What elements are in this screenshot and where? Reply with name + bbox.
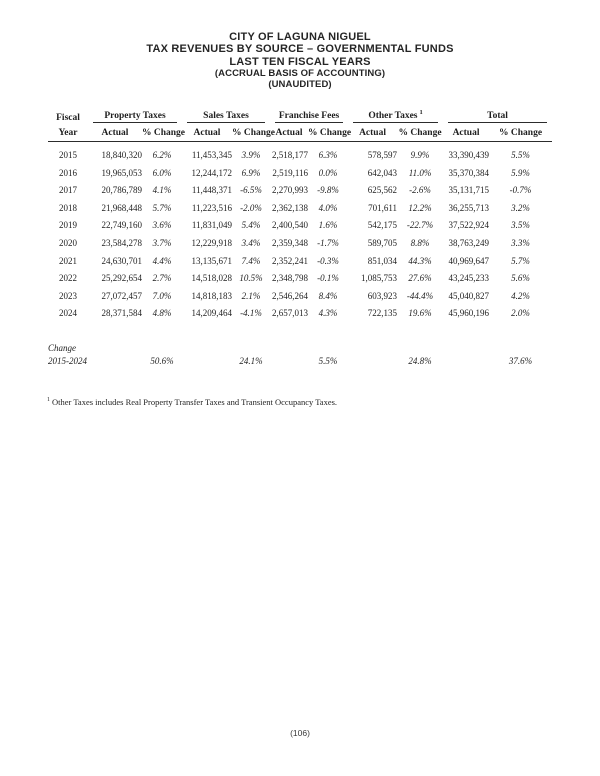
subheader-total-actual: Actual bbox=[443, 123, 489, 142]
header-property-taxes bbox=[88, 109, 182, 123]
cell-total-pct: 3.2% bbox=[511, 202, 530, 213]
cell-property-pct: 6.2% bbox=[152, 149, 172, 160]
cell-property-actual: 28,371,584 bbox=[101, 308, 142, 319]
cell-sales-actual: 14,518,028 bbox=[191, 273, 232, 284]
subheader-year: Year bbox=[48, 123, 88, 142]
cell-sales-pct: 3.4% bbox=[241, 237, 261, 248]
cell-property-actual: 23,584,278 bbox=[101, 237, 142, 248]
change-values-row bbox=[48, 353, 552, 369]
empty-cell bbox=[270, 353, 308, 369]
header-sales-taxes-label: Sales Taxes bbox=[203, 111, 249, 122]
cell-sales-actual: 12,229,918 bbox=[191, 237, 232, 248]
cell-franchise-actual: 2,348,798 bbox=[272, 273, 309, 284]
subheader-franchise-pct: % Change bbox=[308, 123, 348, 142]
change-label: Change bbox=[48, 343, 76, 354]
subheader-other-pct: % Change bbox=[397, 123, 443, 142]
cell-other-actual: 1,085,753 bbox=[361, 273, 398, 284]
group-header-row bbox=[48, 109, 552, 123]
cell-property-actual: 22,749,160 bbox=[101, 220, 142, 231]
cell-other-actual: 701,611 bbox=[368, 202, 398, 213]
table-row bbox=[48, 217, 552, 235]
header-sales-taxes bbox=[182, 109, 270, 123]
cell-franchise-actual: 2,400,540 bbox=[272, 220, 309, 231]
table-row bbox=[48, 269, 552, 287]
cell-franchise-actual: 2,546,264 bbox=[272, 290, 309, 301]
cell-other-pct: -2.6% bbox=[409, 185, 431, 196]
subheader-property-actual: Actual bbox=[88, 123, 142, 142]
cell-franchise-pct: 4.0% bbox=[318, 202, 338, 213]
cell-property-actual: 19,965,053 bbox=[101, 167, 142, 178]
cell-franchise-actual: 2,519,116 bbox=[272, 167, 309, 178]
cell-franchise-pct: 0.0% bbox=[318, 167, 338, 178]
title-basis: (ACCRUAL BASIS OF ACCOUNTING) bbox=[214, 68, 386, 80]
table-header bbox=[48, 109, 552, 142]
cell-total-actual: 33,390,439 bbox=[448, 149, 490, 160]
cell-sales-pct: -6.5% bbox=[240, 185, 262, 196]
change-franchise-pct: 5.5% bbox=[318, 356, 338, 367]
cell-property-pct: 5.7% bbox=[152, 202, 172, 213]
cell-total-actual: 45,040,827 bbox=[448, 290, 490, 301]
cell-year: 2023 bbox=[59, 290, 77, 301]
table-row bbox=[48, 164, 552, 182]
cell-other-actual: 625,562 bbox=[367, 185, 398, 196]
change-other-pct: 24.8% bbox=[408, 356, 432, 367]
cell-total-pct: -0.7% bbox=[509, 185, 532, 196]
cell-franchise-pct: -0.3% bbox=[317, 255, 339, 266]
cell-franchise-actual: 2,352,241 bbox=[272, 255, 309, 266]
header-franchise-fees-label: Franchise Fees bbox=[278, 111, 340, 122]
cell-year: 2018 bbox=[59, 202, 77, 213]
cell-year: 2022 bbox=[59, 273, 77, 284]
cell-franchise-pct: 4.3% bbox=[318, 308, 338, 319]
title-period: LAST TEN FISCAL YEARS bbox=[229, 55, 371, 68]
cell-total-actual: 45,960,196 bbox=[448, 308, 490, 319]
cell-total-pct: 5.5% bbox=[511, 149, 530, 160]
cell-total-pct: 4.2% bbox=[511, 290, 530, 301]
change-sales-pct: 24.1% bbox=[239, 356, 263, 367]
change-gap-row bbox=[48, 322, 552, 338]
cell-property-actual: 25,292,654 bbox=[101, 273, 142, 284]
empty-cell bbox=[443, 353, 489, 369]
title-city: CITY OF LAGUNA NIGUEL bbox=[229, 31, 371, 43]
cell-property-actual: 18,840,320 bbox=[101, 149, 142, 160]
empty-cell bbox=[182, 353, 232, 369]
cell-year: 2024 bbox=[59, 308, 77, 319]
change-years-label: 2015-2024 bbox=[48, 356, 87, 367]
cell-other-pct: -44.4% bbox=[406, 290, 434, 301]
header-property-taxes-label: Property Taxes bbox=[104, 111, 166, 122]
cell-sales-pct: 7.4% bbox=[241, 255, 261, 266]
cell-total-pct: 5.9% bbox=[511, 167, 530, 178]
cell-sales-pct: 5.4% bbox=[241, 220, 261, 231]
cell-year: 2020 bbox=[59, 237, 77, 248]
title-unaudited: (UNAUDITED) bbox=[268, 79, 332, 91]
cell-property-pct: 4.4% bbox=[152, 255, 172, 266]
subheader-other-actual: Actual bbox=[348, 123, 397, 142]
cell-franchise-pct: 1.6% bbox=[318, 220, 338, 231]
cell-other-actual: 722,135 bbox=[367, 308, 398, 319]
cell-other-pct: 27.6% bbox=[408, 273, 432, 284]
cell-other-pct: 9.9% bbox=[410, 149, 430, 160]
cell-franchise-pct: -1.7% bbox=[317, 237, 339, 248]
footnote bbox=[47, 397, 527, 407]
cell-property-pct: 2.7% bbox=[152, 273, 172, 284]
cell-franchise-pct: 6.3% bbox=[318, 149, 338, 160]
cell-sales-pct: 6.9% bbox=[241, 167, 261, 178]
subheader-sales-pct: % Change bbox=[232, 123, 270, 142]
cell-other-actual: 578,597 bbox=[367, 149, 398, 160]
cell-sales-actual: 11,223,516 bbox=[191, 202, 232, 213]
header-franchise-fees bbox=[270, 109, 348, 123]
cell-property-pct: 4.1% bbox=[152, 185, 172, 196]
sub-header-row bbox=[48, 123, 552, 142]
page-number: (106) bbox=[290, 728, 310, 738]
header-fiscal: Fiscal bbox=[56, 113, 80, 124]
cell-sales-actual: 11,831,049 bbox=[191, 220, 232, 231]
cell-year: 2017 bbox=[59, 185, 77, 196]
cell-franchise-actual: 2,518,177 bbox=[272, 149, 309, 160]
cell-total-pct: 3.3% bbox=[511, 237, 530, 248]
cell-franchise-actual: 2,362,138 bbox=[272, 202, 309, 213]
table-row bbox=[48, 305, 552, 323]
table-row bbox=[48, 146, 552, 164]
cell-other-actual: 851,034 bbox=[367, 255, 398, 266]
cell-sales-actual: 11,448,371 bbox=[191, 185, 232, 196]
cell-total-actual: 36,255,713 bbox=[448, 202, 490, 213]
cell-other-actual: 542,175 bbox=[367, 220, 398, 231]
document-title-block bbox=[0, 31, 600, 91]
cell-year: 2021 bbox=[59, 255, 77, 266]
table-body bbox=[48, 142, 552, 322]
cell-total-actual: 35,131,715 bbox=[448, 185, 490, 196]
cell-sales-pct: -2.0% bbox=[240, 202, 262, 213]
footnote-marker: 1 bbox=[47, 397, 50, 404]
change-property-pct: 50.6% bbox=[150, 356, 174, 367]
title-report: TAX REVENUES BY SOURCE – GOVERNMENTAL FUNDS bbox=[146, 43, 454, 56]
cell-other-actual: 589,705 bbox=[367, 237, 398, 248]
cell-other-pct: 11.0% bbox=[408, 167, 432, 178]
footnote-text: Other Taxes includes Real Property Transfer Taxes and Transient Occupancy Taxes. bbox=[52, 397, 338, 407]
footnote-reference-marker: 1 bbox=[419, 109, 423, 116]
cell-other-actual: 603,923 bbox=[367, 290, 398, 301]
cell-total-pct: 3.5% bbox=[511, 220, 530, 231]
cell-other-pct: 19.6% bbox=[408, 308, 432, 319]
cell-total-actual: 40,969,647 bbox=[448, 255, 490, 266]
cell-sales-pct: 2.1% bbox=[241, 290, 261, 301]
cell-property-actual: 21,968,448 bbox=[101, 202, 142, 213]
cell-sales-pct: -4.1% bbox=[240, 308, 262, 319]
cell-year: 2019 bbox=[59, 220, 77, 231]
cell-other-pct: -22.7% bbox=[406, 220, 434, 231]
cell-total-pct: 2.0% bbox=[511, 308, 530, 319]
cell-other-pct: 8.8% bbox=[410, 237, 430, 248]
header-total bbox=[443, 109, 552, 123]
change-label-row bbox=[48, 338, 552, 353]
cell-property-pct: 7.0% bbox=[152, 290, 172, 301]
cell-property-actual: 24,630,701 bbox=[101, 255, 142, 266]
cell-other-actual: 642,043 bbox=[367, 167, 398, 178]
cell-other-pct: 44.3% bbox=[408, 255, 432, 266]
cell-property-pct: 3.7% bbox=[152, 237, 172, 248]
table-row bbox=[48, 181, 552, 199]
cell-sales-pct: 10.5% bbox=[239, 273, 263, 284]
cell-total-pct: 5.6% bbox=[511, 273, 530, 284]
cell-other-pct: 12.2% bbox=[408, 202, 432, 213]
tax-revenues-table bbox=[48, 109, 552, 369]
header-other-taxes-label: Other Taxes bbox=[368, 111, 418, 122]
cell-property-pct: 6.0% bbox=[152, 167, 172, 178]
subheader-franchise-actual: Actual bbox=[270, 123, 308, 142]
cell-total-actual: 38,763,249 bbox=[448, 237, 490, 248]
cell-sales-actual: 13,135,671 bbox=[191, 255, 232, 266]
cell-property-pct: 4.8% bbox=[152, 308, 172, 319]
cell-year: 2015 bbox=[59, 149, 77, 160]
change-total-pct: 37.6% bbox=[508, 356, 533, 367]
cell-sales-actual: 14,818,183 bbox=[191, 290, 232, 301]
table-row bbox=[48, 252, 552, 270]
cell-total-actual: 35,370,384 bbox=[448, 167, 490, 178]
cell-total-pct: 5.7% bbox=[511, 255, 530, 266]
header-other-taxes bbox=[348, 109, 443, 123]
cell-franchise-actual: 2,359,348 bbox=[272, 237, 309, 248]
cell-sales-actual: 12,244,172 bbox=[191, 167, 232, 178]
change-summary-section bbox=[48, 322, 552, 369]
cell-property-pct: 3.6% bbox=[152, 220, 172, 231]
cell-property-actual: 20,786,789 bbox=[101, 185, 142, 196]
cell-total-actual: 37,522,924 bbox=[448, 220, 490, 231]
cell-franchise-pct: -0.1% bbox=[317, 273, 339, 284]
cell-franchise-pct: -9.8% bbox=[317, 185, 339, 196]
cell-franchise-actual: 2,657,013 bbox=[272, 308, 309, 319]
subheader-sales-actual: Actual bbox=[182, 123, 232, 142]
cell-franchise-actual: 2,270,993 bbox=[272, 185, 309, 196]
header-total-label: Total bbox=[487, 111, 508, 122]
cell-year: 2016 bbox=[59, 167, 77, 178]
cell-franchise-pct: 8.4% bbox=[318, 290, 338, 301]
table-row bbox=[48, 199, 552, 217]
subheader-property-pct: % Change bbox=[142, 123, 182, 142]
table-row bbox=[48, 287, 552, 305]
subheader-total-pct: % Change bbox=[489, 123, 552, 142]
cell-sales-actual: 14,209,464 bbox=[191, 308, 232, 319]
cell-property-actual: 27,072,457 bbox=[101, 290, 142, 301]
cell-sales-pct: 3.9% bbox=[241, 149, 261, 160]
table-row bbox=[48, 234, 552, 252]
cell-total-actual: 43,245,233 bbox=[448, 273, 490, 284]
empty-cell bbox=[348, 353, 397, 369]
cell-sales-actual: 11,453,345 bbox=[191, 149, 232, 160]
